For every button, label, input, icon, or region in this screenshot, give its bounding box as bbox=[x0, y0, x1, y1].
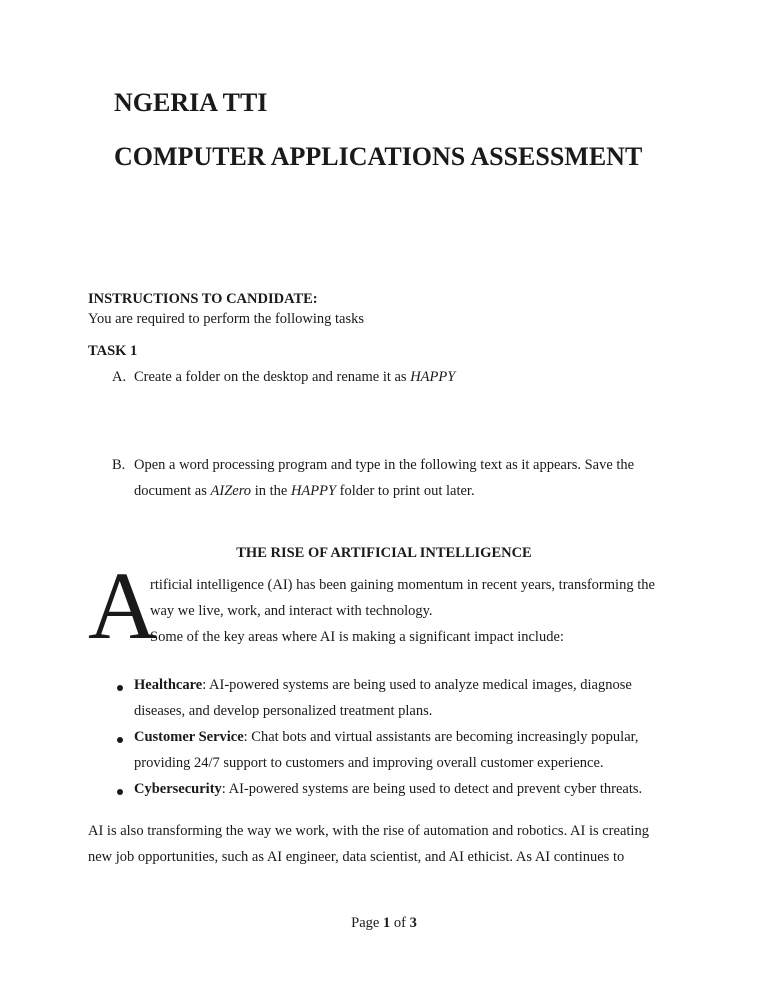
instructions-text: You are required to perform the following tasks bbox=[88, 311, 364, 327]
task1-item-a: A. Create a folder on the desktop and rename it as HAPPY bbox=[112, 364, 455, 390]
bullet-icon bbox=[117, 685, 123, 691]
bullet-item-healthcare: Healthcare: AI-powered systems are being used to analyze medical images, diagnose bbox=[134, 677, 632, 693]
task1-heading: TASK 1 bbox=[88, 343, 138, 359]
bullet-icon bbox=[117, 737, 123, 743]
bullet-item-customer-service-line2: providing 24/7 support to customers and improving overall customer experience. bbox=[134, 755, 604, 771]
document-subtitle: COMPUTER APPLICATIONS ASSESSMENT bbox=[114, 142, 643, 171]
file-name: AIZero bbox=[210, 483, 252, 499]
article-closing-line2: new job opportunities, such as AI engineer, data scientist, and AI ethicist. As AI continues to bbox=[88, 849, 625, 865]
bullet-icon bbox=[117, 789, 123, 795]
article-intro-line3: Some of the key areas where AI is making a significant impact include: bbox=[150, 629, 564, 645]
current-page: 1 bbox=[382, 915, 391, 931]
instructions-heading: INSTRUCTIONS TO CANDIDATE: bbox=[88, 291, 318, 307]
folder-name: HAPPY bbox=[410, 369, 456, 385]
folder-name: HAPPY bbox=[290, 483, 337, 499]
bullet-item-customer-service: Customer Service: Chat bots and virtual assistants are becoming increasingly popular, bbox=[134, 729, 639, 745]
task1-item-b-line2: document as AIZero in the HAPPY folder to print out later. bbox=[134, 483, 475, 499]
document-title: NGERIA TTI bbox=[114, 88, 268, 117]
page-number-footer: Page 1 of 3 bbox=[351, 915, 417, 931]
list-marker: A. bbox=[112, 369, 127, 385]
article-intro-line2: way we live, work, and interact with technology. bbox=[150, 603, 433, 619]
article-intro-line1: rtificial intelligence (AI) has been gaining momentum in recent years, transforming the bbox=[150, 577, 655, 593]
list-marker: B. bbox=[112, 457, 126, 473]
drop-cap: A bbox=[88, 552, 158, 659]
bullet-item-cybersecurity: Cybersecurity: AI-powered systems are being used to detect and prevent cyber threats. bbox=[134, 781, 643, 797]
bullet-item-healthcare-line2: diseases, and develop personalized treatment plans. bbox=[134, 703, 433, 719]
total-pages: 3 bbox=[409, 915, 417, 931]
article-title: THE RISE OF ARTIFICIAL INTELLIGENCE bbox=[236, 545, 532, 561]
article-closing-line1: AI is also transforming the way we work, with the rise of automation and robotics. AI is creating bbox=[88, 823, 649, 839]
task1-item-b: B. Open a word processing program and type in the following text as it appears. Save the bbox=[112, 452, 634, 478]
